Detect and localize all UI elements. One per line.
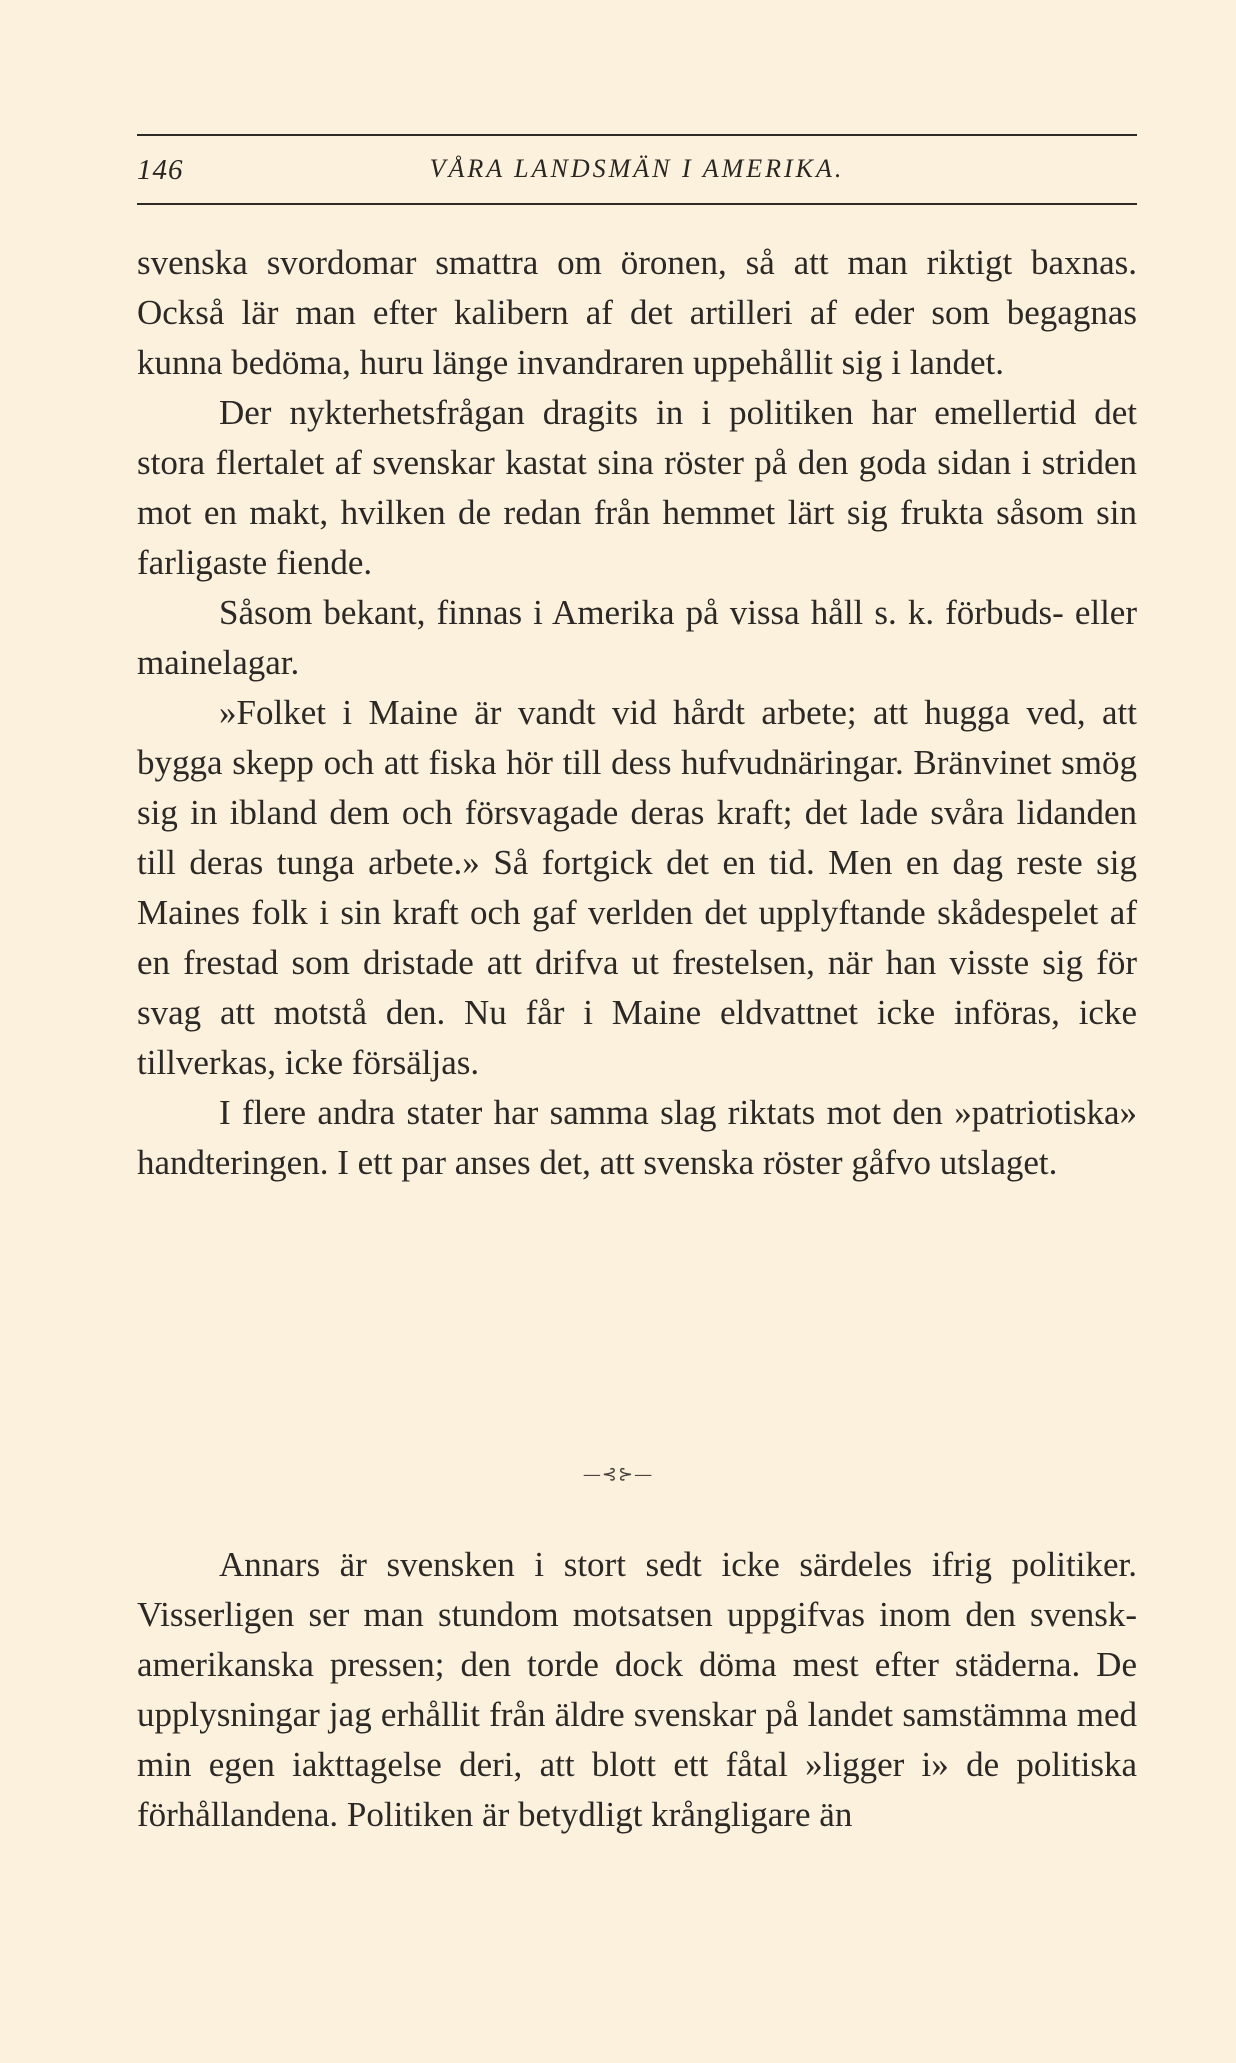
header-rule-top xyxy=(137,134,1137,136)
paragraph-other-states: I flere andra stater har samma slag riktats mot den »patriotiska» handteringen. I ett par anses det, att svenska röster gåfvo utslaget. xyxy=(137,1093,1137,1182)
page-number: 146 xyxy=(137,154,184,186)
header-rule-bottom xyxy=(137,203,1137,205)
paragraph-politics: Annars är svensken i stort sedt icke särdeles ifrig politiker. Visserligen ser man stundom motsatsen uppgifvas inom den svensk-amerikanska pressen; den torde dock döma mest efter städerna. De upplysningar jag erhållit från äldre svenskar på landet samstämma med min egen iakttagelse deri, att blott ett fåtal »ligger i» de politiska förhållandena. Politiken är betydligt krångligare än xyxy=(137,1545,1137,1834)
section-ornament-icon: —⊰⊱— xyxy=(582,1464,654,1485)
paragraph-temperance: Der nykterhetsfrågan dragits in i politiken har emellertid det stora flertalet af svenskar kastat sina röster på den goda sidan i striden mot en makt, hvilken de redan från hemmet lärt sig frukta såsom sin farligaste fiende. xyxy=(137,393,1137,582)
text-section-1 xyxy=(137,238,1137,1188)
paragraph-prohibition-laws: Såsom bekant, finnas i Amerika på vissa håll s. k. förbuds- eller mainelagar. xyxy=(137,593,1137,682)
paragraph-maine-quote: »Folket i Maine är vandt vid hårdt arbete; att hugga ved, att bygga skepp och att fiska hör till dess hufvudnäringar. Bränvinet smög sig in ibland dem och försvagade deras kraft; det lade svåra lidanden till deras tunga arbete.» Så fortgick det en tid. Men en dag reste sig Maines folk i sin kraft och gaf verlden det upplyftande skådespelet af en frestad som dristade att drifva ut frestelsen, när han visste sig för svag att motstå den. Nu får i Maine eldvattnet icke införas, icke tillverkas, icke försäljas. xyxy=(137,693,1137,1082)
paragraph-continuation: svenska svordomar smattra om öronen, så att man riktigt baxnas. Också lär man efter kalibern af det artilleri af eder som begagnas kunna bedöma, huru länge invandraren uppehållit sig i landet. xyxy=(137,243,1137,382)
text-section-2 xyxy=(137,1540,1137,1840)
running-header xyxy=(137,150,1137,190)
running-title: VÅRA LANDSMÄN I AMERIKA. xyxy=(429,154,845,183)
